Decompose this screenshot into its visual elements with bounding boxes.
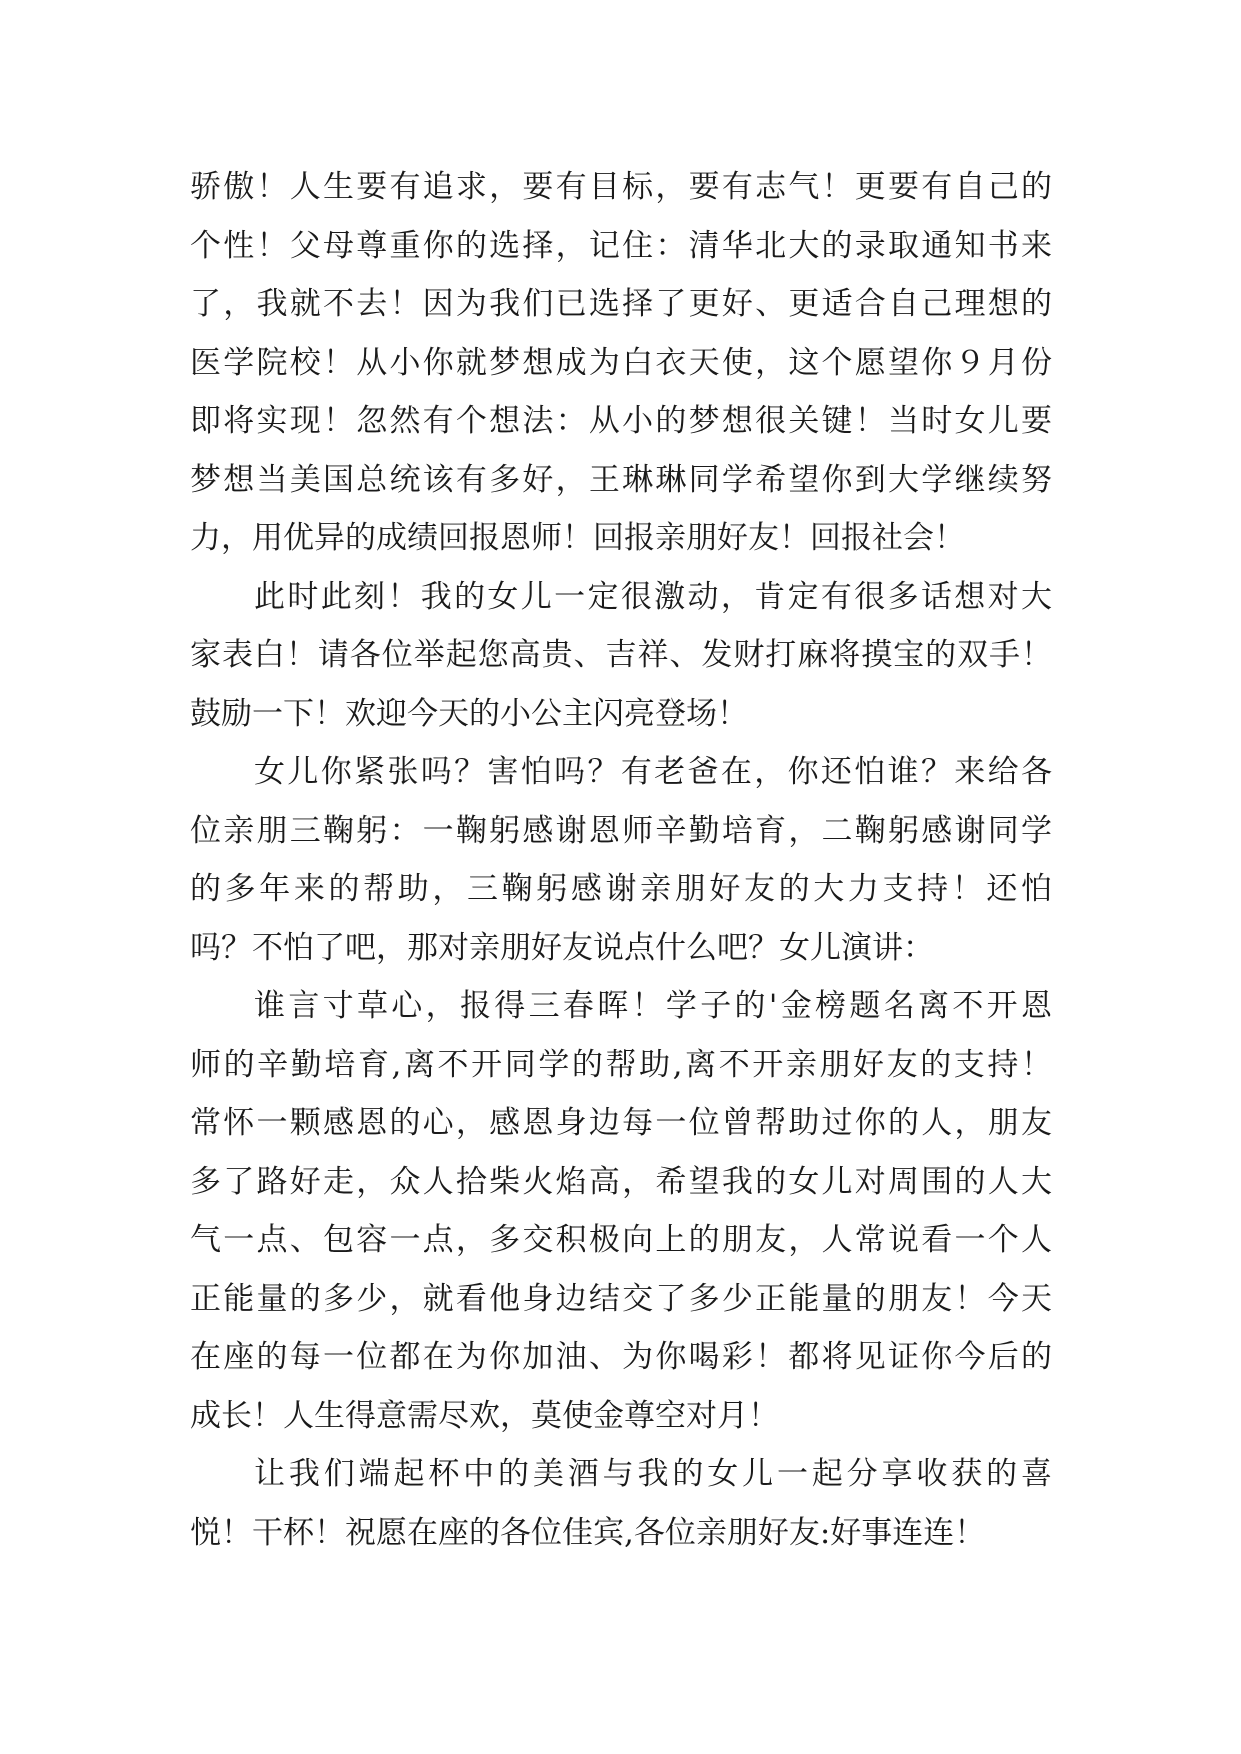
paragraph <box>190 568 1052 744</box>
text-line: 吗？不怕了吧，那对亲朋好友说点什么吧？女儿演讲： <box>190 929 934 966</box>
paragraph <box>190 1445 1052 1562</box>
text-line: 医学院校！从小你就梦想成为白衣天使，这个愿望你９月份 <box>190 344 1052 381</box>
text-line: 位亲朋三鞠躬：一鞠躬感谢恩师辛勤培育，二鞠躬感谢同学 <box>190 812 1052 849</box>
text-line: 女儿你紧张吗？害怕吗？有老爸在，你还怕谁？来给各 <box>254 754 1052 790</box>
text-line: 的多年来的帮助，三鞠躬感谢亲朋好友的大力支持！还怕 <box>190 871 1052 907</box>
text-line: 正能量的多少，就看他身边结交了多少正能量的朋友！今天 <box>190 1280 1052 1317</box>
text-line: 成长！人生得意需尽欢，莫使金尊空对月！ <box>190 1397 779 1434</box>
text-line: 梦想当美国总统该有多好，王琳琳同学希望你到大学继续努 <box>190 461 1052 498</box>
text-line: 力，用优异的成绩回报恩师！回报亲朋好友！回报社会！ <box>190 520 965 556</box>
paragraph <box>190 977 1052 1445</box>
text-line: 即将实现！忽然有个想法：从小的梦想很关键！当时女儿要 <box>190 403 1052 439</box>
text-line: 悦！干杯！祝愿在座的各位佳宾,各位亲朋好友:好事连连！ <box>190 1514 986 1551</box>
text-line: 个性！父母尊重你的选择，记住：清华北大的录取通知书来 <box>190 227 1052 264</box>
text-line: 气一点、包容一点，多交积极向上的朋友，人常说看一个人 <box>190 1222 1052 1258</box>
text-line: 鼓励一下！欢迎今天的小公主闪亮登场！ <box>190 695 748 732</box>
text-line: 骄傲！人生要有追求，要有目标，要有志气！更要有自己的 <box>190 169 1052 205</box>
text-line: 师的辛勤培育,离不开同学的帮助,离不开亲朋好友的支持！ <box>190 1046 1052 1083</box>
text-line: 多了路好走，众人拾柴火焰高，希望我的女儿对周围的人大 <box>190 1163 1052 1200</box>
text-line: 了，我就不去！因为我们已选择了更好、更适合自己理想的 <box>190 286 1052 322</box>
text-line: 家表白！请各位举起您高贵、吉祥、发财打麻将摸宝的双手！ <box>190 637 1052 673</box>
text-line: 此时此刻！我的女儿一定很激动，肯定有很多话想对大 <box>254 578 1052 615</box>
paragraph <box>190 743 1052 977</box>
text-line: 在座的每一位都在为你加油、为你喝彩！都将见证你今后的 <box>190 1339 1052 1375</box>
text-line: 谁言寸草心，报得三春晖！学子的'金榜题名离不开恩 <box>254 988 1052 1024</box>
document-body <box>190 158 1052 1562</box>
text-line: 让我们端起杯中的美酒与我的女儿一起分享收获的喜 <box>254 1456 1052 1492</box>
paragraph <box>190 158 1052 568</box>
text-line: 常怀一颗感恩的心，感恩身边每一位曾帮助过你的人，朋友 <box>190 1105 1052 1141</box>
